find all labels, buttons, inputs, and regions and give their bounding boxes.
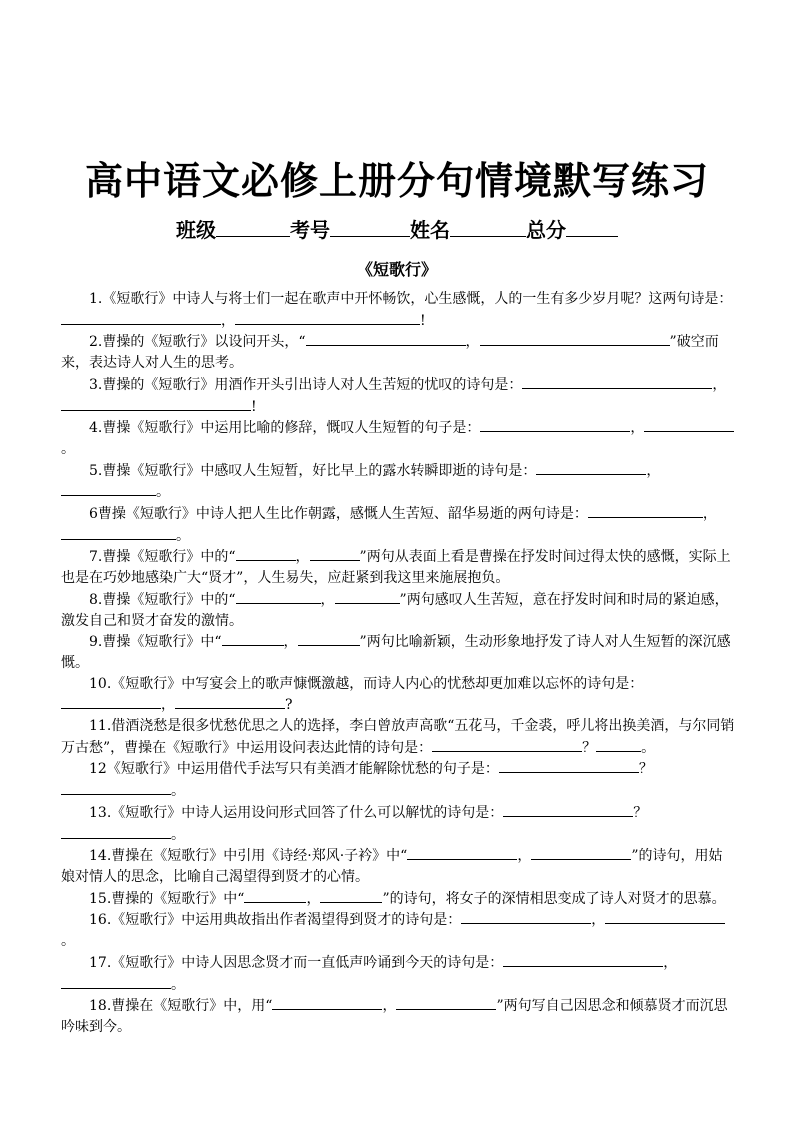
punctuation: ， — [161, 697, 175, 714]
question-item — [61, 546, 735, 588]
question-number: 13. — [89, 804, 112, 821]
question-text: 《短歌行》中运用借代手法写只有美酒才能解除忧愁的句子是： — [106, 761, 499, 778]
question-text-tail: ”两句比喻新颖，生动形象地抒发了诗人对人生短暂的深沉感慨。 — [61, 634, 731, 671]
question-number: 12 — [89, 761, 107, 778]
question-number: 11. — [89, 718, 112, 735]
question-text: 《短歌行》中运用典故指出作者渴望得到贤才的诗句是： — [111, 912, 462, 929]
question-item — [61, 716, 735, 758]
question-number: 18. — [89, 998, 112, 1015]
punctuation: ， — [465, 334, 480, 351]
question-text: 曹操《短歌行》中感叹人生短暂，好比早上的露水转瞬即逝的诗句是： — [102, 462, 537, 479]
punctuation: ! — [251, 398, 257, 415]
question-item — [61, 289, 735, 331]
answer-blank — [320, 888, 382, 903]
question-item — [61, 417, 735, 459]
question-item — [61, 331, 735, 373]
answer-blank — [644, 417, 734, 432]
question-text-tail: ”的诗句，将女子的深情相思变成了诗人对贤才的思慕。 — [382, 890, 726, 907]
question-text: 《短歌行》中诗人与将士们一起在歌声中开怀畅饮，心生感慨，人的一生有多少岁月呢？这两句诗是： — [102, 291, 733, 307]
answer-blank — [61, 824, 171, 839]
punctuation: 。 — [171, 783, 185, 800]
punctuation: ， — [517, 848, 532, 865]
question-item — [61, 631, 735, 673]
punctuation: ？ — [633, 804, 648, 821]
question-text: 曹操《短歌行》中“ — [102, 634, 222, 651]
answer-blank — [222, 631, 284, 646]
answer-blank — [272, 995, 382, 1010]
punctuation: 。 — [641, 739, 656, 756]
answer-blank — [522, 374, 712, 389]
section-title: 《短歌行》 — [356, 260, 437, 279]
number-label: 考号 — [290, 218, 330, 242]
answer-blank — [61, 525, 176, 540]
question-text: 曹操的《短歌行》用酒作开头引出诗人对人生苦短的忧叹的诗句是： — [102, 376, 523, 393]
name-blank — [450, 220, 526, 237]
punctuation: 。 — [171, 826, 185, 843]
punctuation: ， — [712, 376, 727, 393]
answer-blank — [61, 780, 171, 795]
question-text: 曹操《短歌行》中运用比喻的修辞，慨叹人生短暂的句子是： — [102, 420, 481, 437]
punctuation: ， — [630, 420, 645, 437]
score-label: 总分 — [526, 218, 566, 242]
student-info-header — [0, 214, 794, 243]
answer-blank — [503, 802, 633, 817]
answer-blank — [61, 481, 156, 496]
question-text: 借酒浇愁是很多忧愁优思之人的选择，李白曾放声高歌“五花马，千金裘，呼儿将出换美酒，与尔同销万古愁”，曹操在《短歌行》中运用设问表达此情的诗句是： — [61, 718, 735, 756]
answer-blank — [531, 845, 631, 860]
question-number: 15. — [89, 890, 112, 907]
punctuation: ， — [283, 634, 298, 651]
answer-blank — [61, 396, 251, 411]
class-label: 班级 — [176, 218, 216, 242]
answer-blank — [480, 331, 670, 346]
question-item — [61, 802, 735, 845]
punctuation: 。 — [61, 440, 75, 457]
question-text: 曹操的《短歌行》以设问开头，“ — [102, 334, 306, 351]
punctuation: 。 — [61, 933, 75, 950]
punctuation: ， — [646, 462, 661, 479]
answer-blank — [61, 694, 161, 709]
question-text: 曹操的《短歌行》中“ — [111, 890, 245, 907]
question-number: 9. — [89, 634, 103, 651]
question-item — [61, 674, 735, 716]
page-title: 高中语文必修上册分句情境默写练习 — [84, 159, 709, 203]
question-text: 曹操《短歌行》中的“ — [102, 549, 236, 566]
question-text: 《短歌行》中诗人运用设问形式回答了什么可以解忧的诗句是： — [111, 804, 504, 821]
question-number: 17. — [89, 954, 112, 971]
answer-blank — [396, 995, 496, 1010]
question-text: 曹操《短歌行》中的“ — [102, 591, 236, 608]
punctuation: ! — [420, 312, 426, 329]
answer-blank — [310, 546, 360, 561]
question-number: 3. — [89, 376, 103, 393]
punctuation: 。 — [156, 484, 170, 501]
question-item — [61, 845, 735, 887]
question-list — [61, 289, 735, 1038]
question-text-tail: ”两句写自己因思念和倾慕贤才而沉思吟味到今。 — [61, 998, 728, 1035]
answer-blank — [461, 909, 591, 924]
punctuation: ， — [663, 954, 678, 971]
question-text-tail: ”破空而来，表达诗人对人生的思考。 — [61, 334, 719, 372]
name-label: 姓名 — [410, 218, 450, 242]
punctuation: ， — [295, 549, 310, 566]
class-blank — [216, 220, 290, 237]
answer-blank — [298, 631, 360, 646]
answer-blank — [503, 952, 663, 967]
answer-blank — [432, 737, 582, 752]
question-item — [61, 374, 735, 417]
answer-blank — [480, 417, 630, 432]
punctuation: ， — [702, 506, 717, 523]
answer-blank — [335, 589, 400, 604]
punctuation: ， — [591, 912, 606, 929]
question-number: 16. — [89, 912, 112, 929]
question-number: 10. — [89, 675, 112, 692]
question-item — [61, 888, 735, 910]
answer-blank — [536, 460, 646, 475]
punctuation: ， — [320, 591, 335, 608]
question-item — [61, 589, 735, 631]
answer-blank — [61, 974, 171, 989]
question-item — [61, 460, 735, 503]
question-number: 1. — [89, 291, 103, 307]
answer-blank — [236, 546, 296, 561]
question-number: 4. — [89, 420, 103, 437]
question-item — [61, 758, 735, 801]
punctuation: ？ — [638, 761, 653, 778]
number-blank — [330, 220, 410, 237]
score-blank — [566, 220, 618, 237]
question-number: 14. — [89, 848, 112, 865]
question-number: 7. — [89, 549, 103, 566]
answer-blank — [605, 909, 725, 924]
question-text: 曹操《短歌行》中诗人把人生比作朝露，感慨人生苦短、韶华易逝的两句诗是： — [97, 506, 588, 523]
question-number: 8. — [89, 591, 103, 608]
question-number: 2. — [89, 334, 103, 351]
answer-blank — [236, 589, 321, 604]
question-number: 5. — [89, 462, 103, 479]
question-item — [61, 995, 735, 1037]
question-item — [61, 952, 735, 995]
question-text: 《短歌行》中诗人因思念贤才而一直低声吟诵到今天的诗句是： — [111, 954, 504, 971]
punctuation: 。 — [176, 527, 190, 544]
punctuation: ， — [306, 890, 321, 907]
question-text-tail: ”两句感叹人生苦短，意在抒发时间和时局的紧迫感，激发自己和贤才奋发的激情。 — [61, 591, 729, 629]
answer-blank — [61, 310, 221, 325]
question-item — [61, 503, 735, 546]
answer-blank — [244, 888, 306, 903]
punctuation: ， — [382, 998, 397, 1015]
answer-blank — [235, 310, 420, 325]
question-item — [61, 909, 735, 951]
answer-blank — [175, 694, 285, 709]
question-text-tail: ”的诗句，用姑娘对情人的思念，比喻自己渴望得到贤才的心情。 — [61, 848, 723, 885]
question-text: 曹操在《短歌行》中引用《诗经·郑风·子衿》中“ — [111, 848, 408, 865]
question-text-tail: ”两句从表面上看是曹操在抒发时间过得太快的感慨，实际上也是在巧妙地感染广大“贤才”，人生易失，应赶紧到我这里来施展抱负。 — [61, 549, 731, 587]
answer-blank — [407, 845, 517, 860]
punctuation: ？ — [582, 739, 597, 756]
punctuation: 。 — [171, 976, 185, 993]
question-text: 曹操在《短歌行》中，用“ — [111, 998, 273, 1015]
answer-blank — [588, 503, 703, 518]
answer-blank — [306, 331, 466, 346]
answer-blank — [596, 737, 641, 752]
punctuation: ， — [221, 312, 235, 329]
answer-blank — [499, 758, 639, 773]
punctuation: ? — [285, 697, 293, 714]
question-text: 《短歌行》中写宴会上的歌声慷慨激越，而诗人内心的忧愁却更加难以忘怀的诗句是： — [111, 675, 644, 692]
question-number: 6 — [89, 506, 98, 523]
